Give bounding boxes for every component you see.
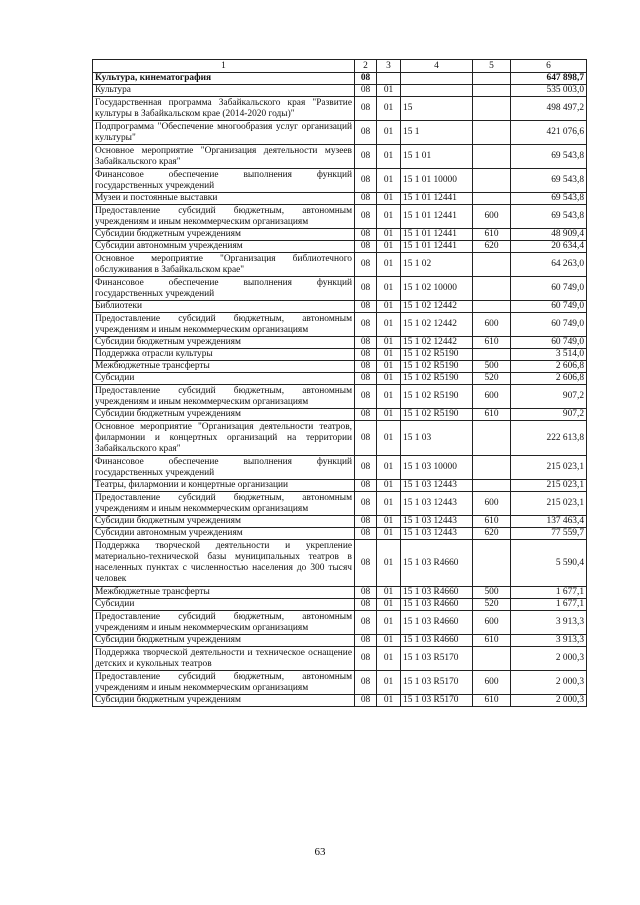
cell-expense-type bbox=[473, 421, 511, 456]
cell-expense-type bbox=[473, 97, 511, 121]
cell-amount: 215 023,1 bbox=[511, 492, 587, 516]
cell-expense-type: 610 bbox=[473, 337, 511, 349]
cell-section: 08 bbox=[355, 373, 377, 385]
cell-target-article: 15 1 bbox=[401, 121, 473, 145]
cell-expense-type bbox=[473, 349, 511, 361]
cell-amount: 535 003,0 bbox=[511, 85, 587, 97]
cell-section: 08 bbox=[355, 540, 377, 587]
cell-name: Субсидии bbox=[93, 373, 355, 385]
cell-amount: 60 749,0 bbox=[511, 337, 587, 349]
cell-amount: 1 677,1 bbox=[511, 587, 587, 599]
cell-expense-type: 620 bbox=[473, 241, 511, 253]
cell-name: Поддержка творческой деятельности и техническое оснащение детских и кукольных театров bbox=[93, 647, 355, 671]
cell-section: 08 bbox=[355, 385, 377, 409]
cell-amount: 69 543,8 bbox=[511, 169, 587, 193]
cell-name: Субсидии автономным учреждениям bbox=[93, 528, 355, 540]
cell-target-article: 15 1 03 R4660 bbox=[401, 587, 473, 599]
cell-name: Предоставление субсидий бюджетным, автономным учреждениям и иным некоммерческим организациям bbox=[93, 313, 355, 337]
table-row bbox=[93, 456, 587, 480]
cell-amount: 5 590,4 bbox=[511, 540, 587, 587]
table-row bbox=[93, 587, 587, 599]
cell-subsection: 01 bbox=[377, 516, 401, 528]
cell-expense-type bbox=[473, 145, 511, 169]
cell-section: 08 bbox=[355, 456, 377, 480]
cell-target-article: 15 1 02 10000 bbox=[401, 277, 473, 301]
cell-amount: 3 913,3 bbox=[511, 611, 587, 635]
cell-section: 08 bbox=[355, 599, 377, 611]
table-row bbox=[93, 85, 587, 97]
header-col-name: 1 bbox=[93, 60, 355, 73]
cell-section: 08 bbox=[355, 587, 377, 599]
cell-subsection: 01 bbox=[377, 169, 401, 193]
cell-expense-type bbox=[473, 85, 511, 97]
cell-expense-type: 600 bbox=[473, 205, 511, 229]
cell-target-article: 15 1 01 10000 bbox=[401, 169, 473, 193]
cell-amount: 907,2 bbox=[511, 385, 587, 409]
cell-target-article: 15 1 03 R5170 bbox=[401, 647, 473, 671]
table-row bbox=[93, 611, 587, 635]
header-col-amount: 6 bbox=[511, 60, 587, 73]
cell-target-article: 15 1 03 R4660 bbox=[401, 635, 473, 647]
cell-name: Библиотеки bbox=[93, 301, 355, 313]
cell-section: 08 bbox=[355, 492, 377, 516]
cell-section: 08 bbox=[355, 193, 377, 205]
cell-expense-type: 600 bbox=[473, 611, 511, 635]
cell-expense-type: 520 bbox=[473, 373, 511, 385]
cell-target-article: 15 1 03 R5170 bbox=[401, 695, 473, 707]
table-row bbox=[93, 385, 587, 409]
table-row bbox=[93, 301, 587, 313]
cell-expense-type: 600 bbox=[473, 671, 511, 695]
cell-target-article: 15 1 01 12441 bbox=[401, 193, 473, 205]
cell-name: Финансовое обеспечение выполнения функций государственных учреждений bbox=[93, 456, 355, 480]
cell-name: Финансовое обеспечение выполнения функций государственных учреждений bbox=[93, 169, 355, 193]
cell-target-article: 15 1 02 12442 bbox=[401, 313, 473, 337]
cell-name: Поддержка творческой деятельности и укрепление материально-технической базы муниципальных театров в населенных пунктах с численностью населения до 300 тысяч человек bbox=[93, 540, 355, 587]
cell-target-article: 15 1 02 R5190 bbox=[401, 373, 473, 385]
cell-section: 08 bbox=[355, 241, 377, 253]
table-row bbox=[93, 421, 587, 456]
cell-expense-type bbox=[473, 301, 511, 313]
cell-section: 08 bbox=[355, 337, 377, 349]
cell-expense-type bbox=[473, 456, 511, 480]
cell-subsection: 01 bbox=[377, 409, 401, 421]
cell-amount: 3 514,0 bbox=[511, 349, 587, 361]
cell-subsection: 01 bbox=[377, 145, 401, 169]
cell-target-article: 15 1 02 bbox=[401, 253, 473, 277]
cell-amount: 222 613,8 bbox=[511, 421, 587, 456]
cell-expense-type bbox=[473, 169, 511, 193]
cell-target-article: 15 1 02 12442 bbox=[401, 337, 473, 349]
cell-expense-type: 600 bbox=[473, 492, 511, 516]
cell-target-article: 15 1 03 R5170 bbox=[401, 671, 473, 695]
table-row bbox=[93, 205, 587, 229]
page-number: 63 bbox=[314, 846, 326, 858]
cell-subsection: 01 bbox=[377, 253, 401, 277]
cell-amount: 647 898,7 bbox=[511, 73, 587, 85]
cell-expense-type bbox=[473, 253, 511, 277]
cell-name: Предоставление субсидий бюджетным, автономным учреждениям и иным некоммерческим организациям bbox=[93, 385, 355, 409]
cell-subsection: 01 bbox=[377, 361, 401, 373]
cell-amount: 215 023,1 bbox=[511, 480, 587, 492]
cell-section: 08 bbox=[355, 313, 377, 337]
table-body bbox=[93, 73, 587, 707]
cell-subsection: 01 bbox=[377, 97, 401, 121]
cell-expense-type: 620 bbox=[473, 528, 511, 540]
cell-subsection: 01 bbox=[377, 337, 401, 349]
header-col-target-article: 4 bbox=[401, 60, 473, 73]
cell-target-article: 15 1 02 R5190 bbox=[401, 361, 473, 373]
cell-subsection: 01 bbox=[377, 313, 401, 337]
cell-name: Финансовое обеспечение выполнения функций государственных учреждений bbox=[93, 277, 355, 301]
cell-subsection: 01 bbox=[377, 277, 401, 301]
cell-name: Культура bbox=[93, 85, 355, 97]
cell-amount: 2 606,8 bbox=[511, 373, 587, 385]
cell-subsection: 01 bbox=[377, 193, 401, 205]
cell-expense-type: 610 bbox=[473, 409, 511, 421]
cell-amount: 60 749,0 bbox=[511, 277, 587, 301]
cell-amount: 2 000,3 bbox=[511, 695, 587, 707]
cell-target-article: 15 1 03 12443 bbox=[401, 516, 473, 528]
cell-section: 08 bbox=[355, 695, 377, 707]
cell-name: Предоставление субсидий бюджетным, автономным учреждениям и иным некоммерческим организациям bbox=[93, 671, 355, 695]
table-row bbox=[93, 695, 587, 707]
table-row bbox=[93, 480, 587, 492]
table-row bbox=[93, 229, 587, 241]
cell-subsection: 01 bbox=[377, 456, 401, 480]
cell-section: 08 bbox=[355, 301, 377, 313]
cell-subsection: 01 bbox=[377, 301, 401, 313]
cell-section: 08 bbox=[355, 277, 377, 301]
table-row bbox=[93, 409, 587, 421]
cell-subsection: 01 bbox=[377, 492, 401, 516]
cell-section: 08 bbox=[355, 253, 377, 277]
cell-section: 08 bbox=[355, 205, 377, 229]
cell-amount: 60 749,0 bbox=[511, 301, 587, 313]
cell-amount: 69 543,8 bbox=[511, 145, 587, 169]
cell-section: 08 bbox=[355, 145, 377, 169]
cell-amount: 2 000,3 bbox=[511, 647, 587, 671]
cell-section: 08 bbox=[355, 97, 377, 121]
table-row bbox=[93, 492, 587, 516]
table-row bbox=[93, 647, 587, 671]
cell-target-article: 15 1 01 12441 bbox=[401, 229, 473, 241]
table-row bbox=[93, 193, 587, 205]
header-col-section: 2 bbox=[355, 60, 377, 73]
cell-expense-type bbox=[473, 480, 511, 492]
cell-target-article: 15 1 03 bbox=[401, 421, 473, 456]
table-header-row bbox=[93, 60, 587, 73]
cell-name: Субсидии bbox=[93, 599, 355, 611]
cell-amount: 69 543,8 bbox=[511, 193, 587, 205]
cell-subsection: 01 bbox=[377, 85, 401, 97]
table-row bbox=[93, 97, 587, 121]
cell-target-article: 15 1 02 12442 bbox=[401, 301, 473, 313]
cell-expense-type: 600 bbox=[473, 313, 511, 337]
cell-amount: 60 749,0 bbox=[511, 313, 587, 337]
cell-target-article: 15 1 03 10000 bbox=[401, 456, 473, 480]
cell-amount: 77 559,7 bbox=[511, 528, 587, 540]
cell-name: Субсидии бюджетным учреждениям bbox=[93, 695, 355, 707]
cell-expense-type: 500 bbox=[473, 361, 511, 373]
table-row bbox=[93, 671, 587, 695]
cell-subsection: 01 bbox=[377, 349, 401, 361]
cell-subsection: 01 bbox=[377, 635, 401, 647]
cell-target-article: 15 1 03 R4660 bbox=[401, 611, 473, 635]
cell-target-article: 15 1 03 R4660 bbox=[401, 540, 473, 587]
cell-expense-type: 600 bbox=[473, 385, 511, 409]
cell-amount: 3 913,3 bbox=[511, 635, 587, 647]
cell-expense-type bbox=[473, 73, 511, 85]
cell-name: Музеи и постоянные выставки bbox=[93, 193, 355, 205]
table-row bbox=[93, 361, 587, 373]
header-col-subsection: 3 bbox=[377, 60, 401, 73]
cell-name: Субсидии бюджетным учреждениям bbox=[93, 516, 355, 528]
cell-amount: 2 000,3 bbox=[511, 671, 587, 695]
table-row bbox=[93, 313, 587, 337]
table-row bbox=[93, 73, 587, 85]
cell-target-article: 15 1 03 12443 bbox=[401, 528, 473, 540]
cell-target-article: 15 1 03 12443 bbox=[401, 480, 473, 492]
table-row bbox=[93, 599, 587, 611]
cell-expense-type bbox=[473, 121, 511, 145]
cell-target-article: 15 1 01 12441 bbox=[401, 205, 473, 229]
cell-section: 08 bbox=[355, 611, 377, 635]
cell-expense-type: 520 bbox=[473, 599, 511, 611]
cell-section: 08 bbox=[355, 361, 377, 373]
cell-name: Предоставление субсидий бюджетным, автономным учреждениям и иным некоммерческим организациям bbox=[93, 205, 355, 229]
cell-target-article: 15 1 02 R5190 bbox=[401, 385, 473, 409]
cell-target-article: 15 1 03 12443 bbox=[401, 492, 473, 516]
cell-amount: 2 606,8 bbox=[511, 361, 587, 373]
cell-subsection: 01 bbox=[377, 695, 401, 707]
cell-amount: 20 634,4 bbox=[511, 241, 587, 253]
cell-expense-type: 610 bbox=[473, 635, 511, 647]
cell-subsection: 01 bbox=[377, 229, 401, 241]
cell-section: 08 bbox=[355, 85, 377, 97]
cell-subsection: 01 bbox=[377, 373, 401, 385]
cell-section: 08 bbox=[355, 528, 377, 540]
cell-amount: 498 497,2 bbox=[511, 97, 587, 121]
cell-expense-type: 610 bbox=[473, 229, 511, 241]
cell-name: Культура, кинематография bbox=[93, 73, 355, 85]
cell-subsection: 01 bbox=[377, 205, 401, 229]
cell-subsection: 01 bbox=[377, 599, 401, 611]
cell-name: Государственная программа Забайкальского края "Развитие культуры в Забайкальском крае (2014-2020 годы)" bbox=[93, 97, 355, 121]
cell-name: Предоставление субсидий бюджетным, автономным учреждениям и иным некоммерческим организациям bbox=[93, 611, 355, 635]
cell-name: Основное мероприятие "Организация деятельности театров, филармонии и концертных организаций на территории Забайкальского края" bbox=[93, 421, 355, 456]
table-row bbox=[93, 337, 587, 349]
table-row bbox=[93, 349, 587, 361]
cell-target-article: 15 1 01 12441 bbox=[401, 241, 473, 253]
cell-section: 08 bbox=[355, 229, 377, 241]
cell-subsection: 01 bbox=[377, 647, 401, 671]
cell-expense-type bbox=[473, 540, 511, 587]
cell-section: 08 bbox=[355, 121, 377, 145]
table-row bbox=[93, 635, 587, 647]
table-row bbox=[93, 169, 587, 193]
cell-section: 08 bbox=[355, 349, 377, 361]
cell-name: Основное мероприятие "Организация библиотечного обслуживания в Забайкальском крае" bbox=[93, 253, 355, 277]
cell-amount: 69 543,8 bbox=[511, 205, 587, 229]
cell-amount: 215 023,1 bbox=[511, 456, 587, 480]
cell-subsection: 01 bbox=[377, 241, 401, 253]
table-row bbox=[93, 540, 587, 587]
cell-section: 08 bbox=[355, 421, 377, 456]
cell-section: 08 bbox=[355, 409, 377, 421]
table-row bbox=[93, 145, 587, 169]
cell-target-article bbox=[401, 73, 473, 85]
cell-subsection: 01 bbox=[377, 528, 401, 540]
cell-section: 08 bbox=[355, 671, 377, 695]
cell-section: 08 bbox=[355, 647, 377, 671]
cell-expense-type bbox=[473, 277, 511, 301]
cell-target-article: 15 1 03 R4660 bbox=[401, 599, 473, 611]
cell-name: Театры, филармонии и концертные организации bbox=[93, 480, 355, 492]
cell-expense-type: 500 bbox=[473, 587, 511, 599]
cell-name: Межбюджетные трансферты bbox=[93, 587, 355, 599]
cell-name: Субсидии автономным учреждениям bbox=[93, 241, 355, 253]
cell-section: 08 bbox=[355, 480, 377, 492]
cell-amount: 421 076,6 bbox=[511, 121, 587, 145]
cell-section: 08 bbox=[355, 516, 377, 528]
cell-amount: 137 463,4 bbox=[511, 516, 587, 528]
cell-subsection bbox=[377, 73, 401, 85]
cell-amount: 48 909,4 bbox=[511, 229, 587, 241]
header-col-expense-type: 5 bbox=[473, 60, 511, 73]
cell-subsection: 01 bbox=[377, 480, 401, 492]
table-row bbox=[93, 253, 587, 277]
cell-subsection: 01 bbox=[377, 121, 401, 145]
cell-target-article bbox=[401, 85, 473, 97]
cell-section: 08 bbox=[355, 73, 377, 85]
cell-target-article: 15 bbox=[401, 97, 473, 121]
cell-name: Субсидии бюджетным учреждениям bbox=[93, 635, 355, 647]
cell-subsection: 01 bbox=[377, 611, 401, 635]
cell-target-article: 15 1 02 R5190 bbox=[401, 409, 473, 421]
table-row bbox=[93, 241, 587, 253]
table-row bbox=[93, 277, 587, 301]
cell-target-article: 15 1 02 R5190 bbox=[401, 349, 473, 361]
cell-subsection: 01 bbox=[377, 385, 401, 409]
cell-section: 08 bbox=[355, 635, 377, 647]
cell-name: Поддержка отрасли культуры bbox=[93, 349, 355, 361]
table-row bbox=[93, 528, 587, 540]
cell-name: Основное мероприятие "Организация деятельности музеев Забайкальского края" bbox=[93, 145, 355, 169]
cell-amount: 907,2 bbox=[511, 409, 587, 421]
cell-expense-type: 610 bbox=[473, 516, 511, 528]
cell-expense-type: 610 bbox=[473, 695, 511, 707]
cell-amount: 1 677,1 bbox=[511, 599, 587, 611]
table-row bbox=[93, 373, 587, 385]
cell-name: Субсидии бюджетным учреждениям bbox=[93, 409, 355, 421]
cell-subsection: 01 bbox=[377, 671, 401, 695]
cell-subsection: 01 bbox=[377, 421, 401, 456]
table-row bbox=[93, 516, 587, 528]
cell-subsection: 01 bbox=[377, 540, 401, 587]
cell-expense-type bbox=[473, 193, 511, 205]
table-row bbox=[93, 121, 587, 145]
cell-subsection: 01 bbox=[377, 587, 401, 599]
cell-target-article: 15 1 01 bbox=[401, 145, 473, 169]
cell-section: 08 bbox=[355, 169, 377, 193]
cell-name: Подпрограмма "Обеспечение многообразия услуг организаций культуры" bbox=[93, 121, 355, 145]
budget-table bbox=[92, 59, 587, 707]
cell-name: Предоставление субсидий бюджетным, автономным учреждениям и иным некоммерческим организациям bbox=[93, 492, 355, 516]
cell-amount: 64 263,0 bbox=[511, 253, 587, 277]
cell-name: Межбюджетные трансферты bbox=[93, 361, 355, 373]
cell-name: Субсидии бюджетным учреждениям bbox=[93, 229, 355, 241]
cell-name: Субсидии бюджетным учреждениям bbox=[93, 337, 355, 349]
cell-expense-type bbox=[473, 647, 511, 671]
